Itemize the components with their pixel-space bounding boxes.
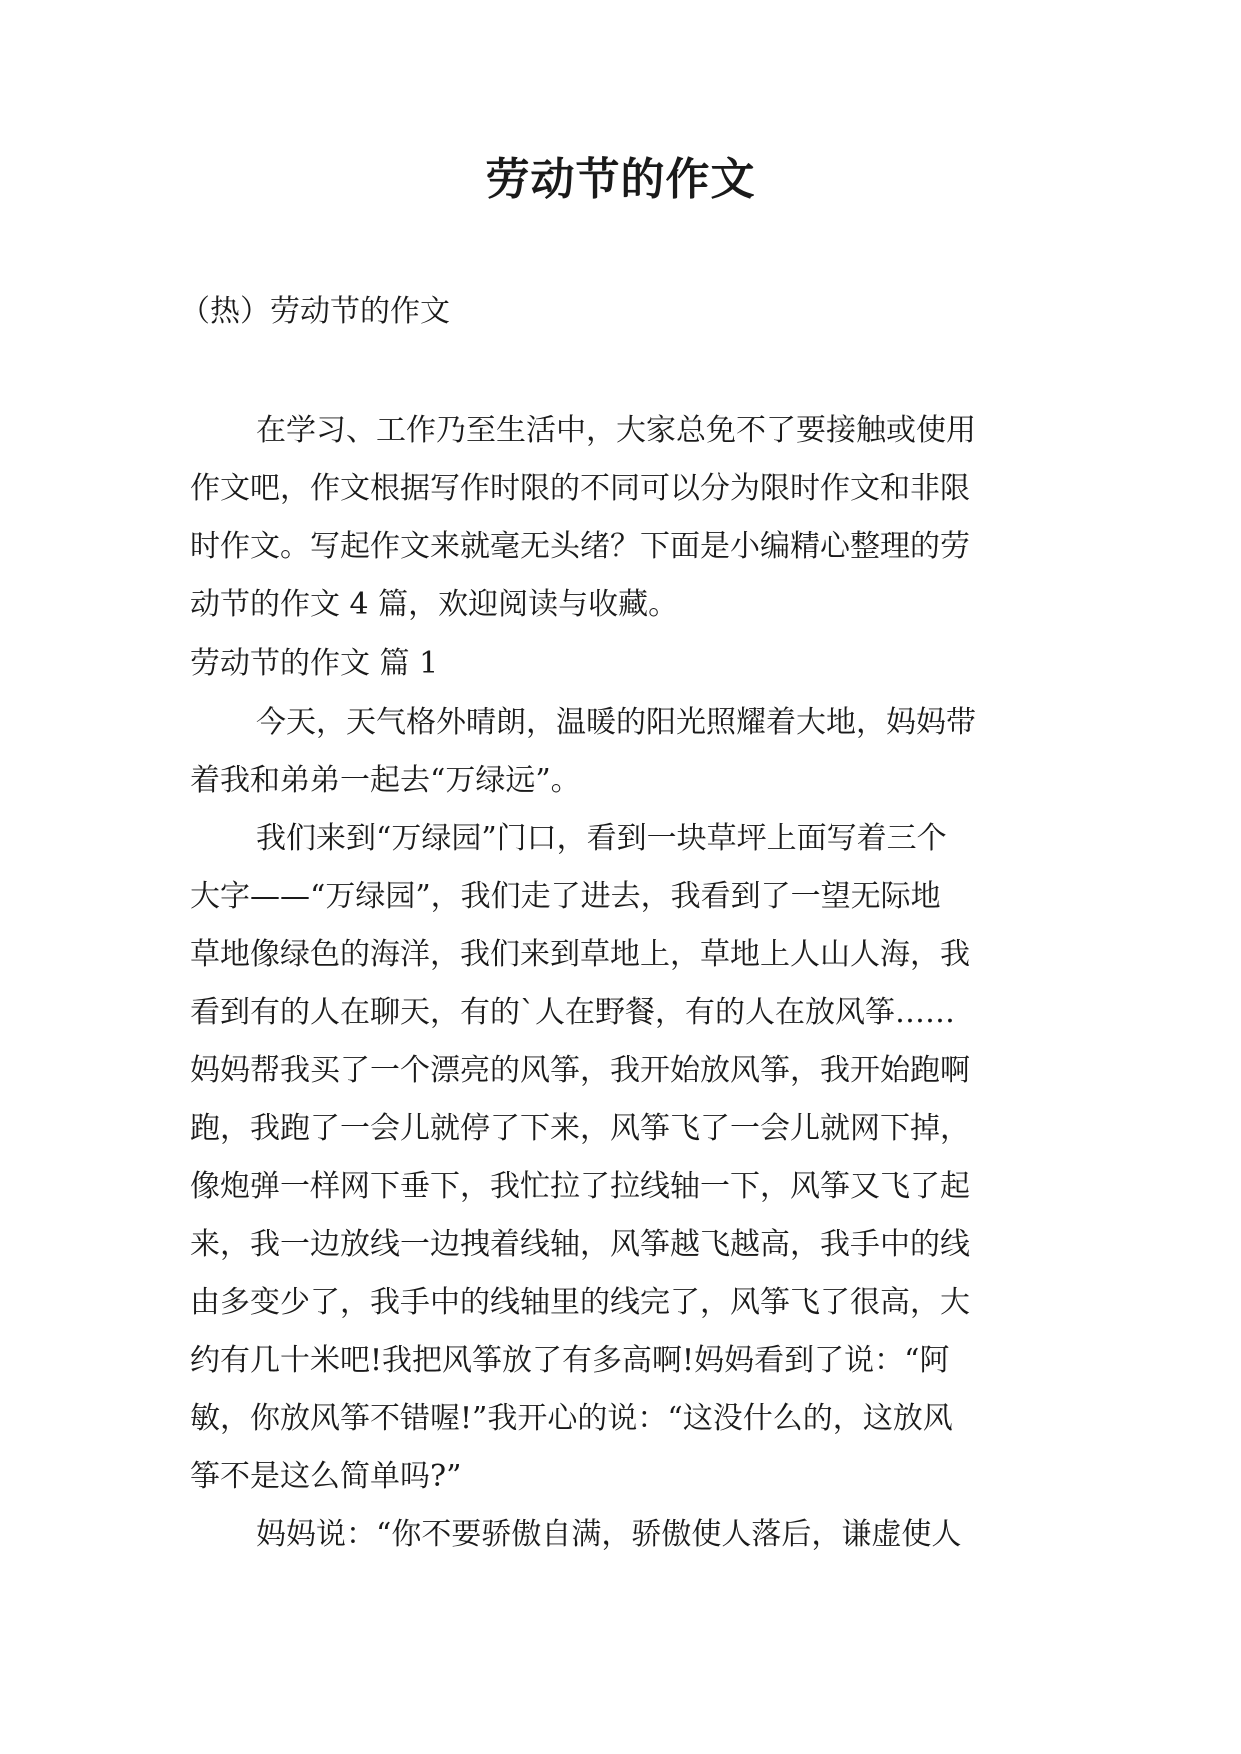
- paragraph-line: 敏，你放风筝不错喔!”我开心的说：“这没什么的，这放风: [190, 1401, 953, 1436]
- paragraph-line: 跑，我跑了一会儿就停了下来，风筝飞了一会儿就网下掉，: [190, 1111, 970, 1146]
- document-subtitle: （热）劳动节的作文: [180, 294, 450, 329]
- document-title: 劳动节的作文: [485, 154, 756, 205]
- paragraph-line: 着我和弟弟一起去“万绿远”。: [190, 763, 581, 798]
- paragraph-line: 约有几十米吧!我把风筝放了有多高啊!妈妈看到了说：“阿: [190, 1343, 950, 1378]
- intro-line: 在学习、工作乃至生活中，大家总免不了要接触或使用: [256, 413, 976, 448]
- paragraph-line: 来，我一边放线一边拽着线轴，风筝越飞越高，我手中的线: [190, 1227, 970, 1262]
- paragraph-line: 我们来到“万绿园”门口，看到一块草坪上面写着三个: [256, 821, 947, 856]
- paragraph-line: 大字——“万绿园”，我们走了进去，我看到了一望无际地: [190, 879, 941, 914]
- paragraph-line: 像炮弹一样网下垂下，我忙拉了拉线轴一下，风筝又飞了起: [190, 1169, 970, 1204]
- intro-line: 动节的作文 4 篇，欢迎阅读与收藏。: [190, 587, 679, 622]
- paragraph-line: 草地像绿色的海洋，我们来到草地上，草地上人山人海，我: [190, 937, 970, 972]
- paragraph-line: 看到有的人在聊天，有的`人在野餐，有的人在放风筝……: [190, 995, 955, 1030]
- section-heading: 劳动节的作文 篇 1: [190, 646, 439, 681]
- intro-line: 时作文。写起作文来就毫无头绪？下面是小编精心整理的劳: [190, 529, 970, 564]
- paragraph-line: 由多变少了，我手中的线轴里的线完了，风筝飞了很高，大: [190, 1285, 970, 1320]
- paragraph-line: 妈妈帮我买了一个漂亮的风筝，我开始放风筝，我开始跑啊: [190, 1053, 970, 1088]
- paragraph-line: 今天，天气格外晴朗，温暖的阳光照耀着大地，妈妈带: [256, 705, 976, 740]
- paragraph-line: 筝不是这么简单吗?”: [190, 1459, 462, 1494]
- document-body: [190, 402, 1070, 1564]
- paragraph-line: 妈妈说：“你不要骄傲自满，骄傲使人落后，谦虚使人: [256, 1517, 962, 1552]
- intro-line: 作文吧，作文根据写作时限的不同可以分为限时作文和非限: [190, 471, 970, 506]
